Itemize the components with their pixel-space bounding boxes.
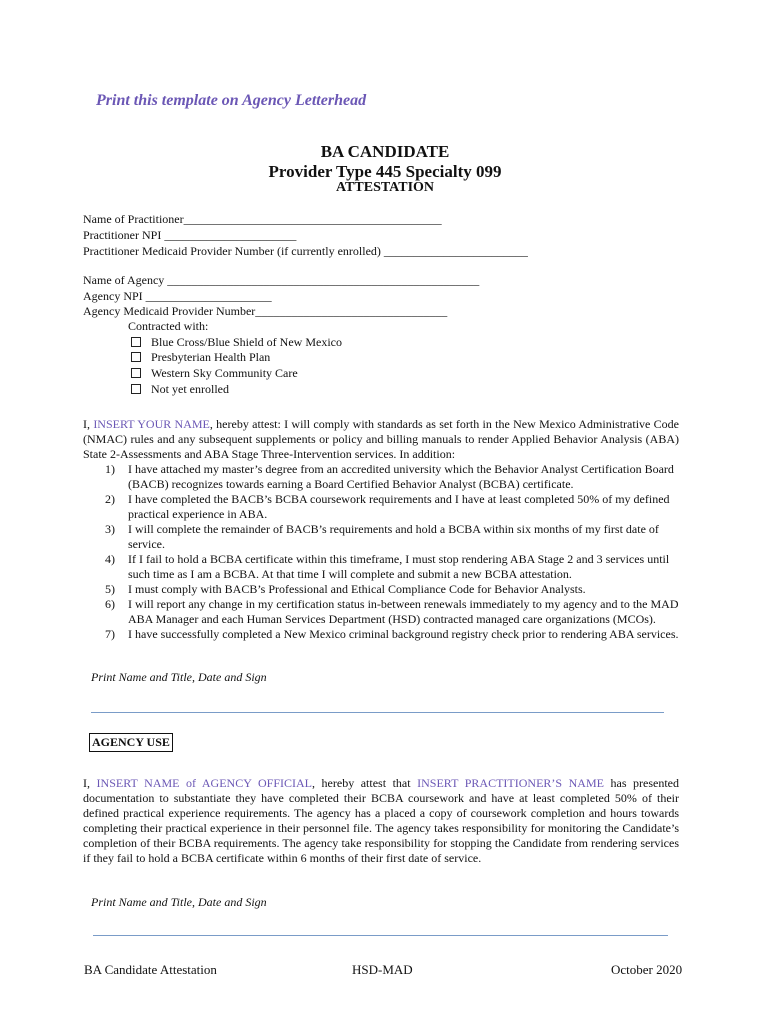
checkbox-icon[interactable]: [131, 368, 141, 378]
practitioner-medicaid-field[interactable]: Practitioner Medicaid Provider Number (if currently enrolled) ________________________: [83, 244, 528, 258]
checkbox-presbyterian[interactable]: [131, 350, 270, 365]
form-heading-attestation: ATTESTATION: [335, 180, 435, 195]
checkbox-bcbs[interactable]: [131, 335, 342, 350]
checkbox-icon[interactable]: [131, 352, 141, 362]
agency-medicaid-field[interactable]: Agency Medicaid Provider Number________________________________: [83, 304, 448, 318]
practitioner-sign-label: Print Name and Title, Date and Sign: [91, 670, 267, 684]
footer-doc-name: BA Candidate Attestation: [84, 962, 217, 977]
agency-attestation-paragraph: I, INSERT NAME of AGENCY OFFICIAL, hereby attest that INSERT PRACTITIONER’S NAME has presented documentation to substantiate they have completed their BCBA coursework and have at least completed 50% of their defined practical experience requirements. The agency has a placed a copy of coursework completion and hours towards completing their practical experience in their personnel file. The agency takes responsibility for monitoring the Candidate’s completion of their BCBA requirements. The agency take responsibility for stopping the Candidate from rendering services if they fail to hold a BCBA certificate within 6 months of their first date of service.: [83, 776, 680, 865]
checkbox-label: Western Sky Community Care: [151, 366, 298, 380]
checkbox-label: Presbyterian Health Plan: [151, 350, 271, 364]
list-item: 5) I must comply with BACB’s Professional and Ethical Compliance Code for Behavior Analysts.: [105, 582, 586, 596]
list-item: 4) If I fail to hold a BCBA certificate within this timeframe, I must stop rendering ABA Stage 2 and 3 services until such time as I am a BCBA. At that time I will complete and submit a new BCBA attestation.: [105, 552, 670, 581]
agency-use-heading: AGENCY USE: [89, 733, 173, 752]
checkbox-label: Blue Cross/Blue Shield of New Mexico: [151, 335, 342, 349]
agency-sign-label: Print Name and Title, Date and Sign: [91, 895, 267, 909]
list-item: 2) I have completed the BACB’s BCBA coursework requirements and I have at least completed 50% of my defined practical experience in ABA.: [105, 492, 670, 521]
form-title: BA CANDIDATE: [320, 142, 450, 161]
footer-department: HSD-MAD: [352, 962, 413, 977]
practitioner-name-placeholder[interactable]: INSERT PRACTITIONER’S NAME: [417, 776, 604, 790]
checkbox-not-enrolled[interactable]: [131, 382, 229, 397]
list-item: 7) I have successfully completed a New Mexico criminal background registry check prior to rendering ABA services.: [105, 627, 679, 641]
name-placeholder[interactable]: INSERT YOUR NAME: [93, 417, 210, 431]
footer-date: October 2020: [611, 962, 683, 977]
list-item: 3) I will complete the remainder of BACB’s requirements and hold a BCBA within six months of my first date of service.: [105, 522, 659, 551]
contracted-with-label: Contracted with:: [128, 319, 209, 333]
form-subtitle: Provider Type 445 Specialty 099: [268, 162, 502, 181]
agency-npi-field[interactable]: Agency NPI _____________________: [83, 289, 272, 303]
letterhead-note: Print this template on Agency Letterhead: [96, 92, 367, 109]
checkbox-western-sky[interactable]: [131, 366, 298, 381]
list-item: 6) I will report any change in my certification status in-between renewals immediately to my agency and to the MAD ABA Manager and each Human Services Department (HSD) contracted managed care organizations (MCOs).: [105, 597, 679, 626]
practitioner-npi-field[interactable]: Practitioner NPI ______________________: [83, 228, 297, 242]
list-item: 1) I have attached my master’s degree from an accredited university which the Behavior Analyst Certification Board (BACB) recognizes towards earning a Board Certified Behavior Analyst (BCBA) certificate.: [105, 462, 674, 491]
checkbox-icon[interactable]: [131, 384, 141, 394]
official-name-placeholder[interactable]: INSERT NAME of AGENCY OFFICIAL: [96, 776, 312, 790]
agency-name-field[interactable]: Name of Agency ____________________________________________________: [83, 273, 480, 287]
checkbox-label: Not yet enrolled: [151, 382, 229, 396]
checkbox-icon[interactable]: [131, 337, 141, 347]
attestation-list: [83, 462, 679, 642]
practitioner-name-field[interactable]: Name of Practitioner___________________________________________: [83, 212, 442, 226]
practitioner-signature-line[interactable]: [91, 712, 664, 713]
agency-signature-line[interactable]: [93, 935, 668, 936]
attestation-intro: I, INSERT YOUR NAME, hereby attest: I will comply with standards as set forth in the New Mexico Administrative Code (NMAC) rules and any subsequent supplements or policy and billing manuals to render Applied Behavior Analysis (ABA) State 2-Assessments and ABA Stage Three-Intervention services. In addition:: [83, 417, 679, 461]
